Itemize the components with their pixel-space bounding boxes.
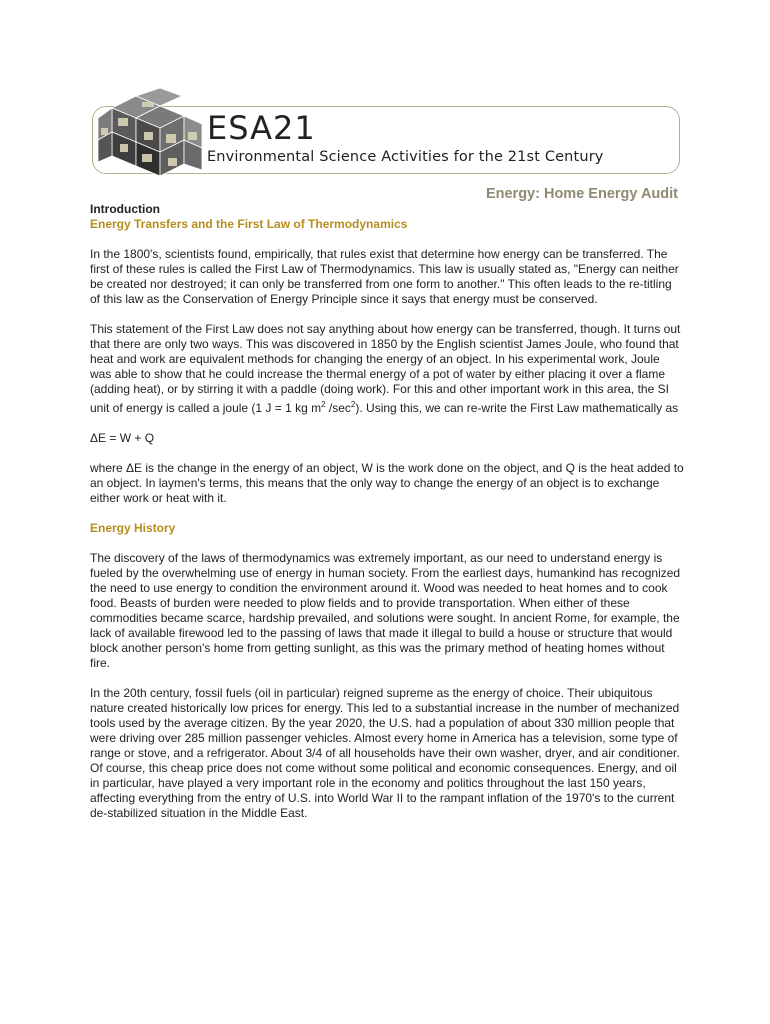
p2-superscript-1: 2 xyxy=(321,400,326,409)
energy-history-heading: Energy History xyxy=(90,521,176,535)
p2-mid: /sec xyxy=(325,401,351,415)
p2-end: ). Using this, we can re-write the First Law mathematically as xyxy=(355,401,679,415)
section-subtitle: Energy Transfers and the First Law of Thermodynamics xyxy=(90,217,408,231)
document-title: Energy: Home Energy Audit xyxy=(485,186,678,202)
history-paragraph-2: In the 20th century, fossil fuels (oil in particular) reigned supreme as the energy of choice. Their ubiquitous nature created historically low prices for energy. This led to a substantial increase in the number of mechanized tools used by the average citizen. By the year 2020, the U.S. had a population of about 330 million people that were driving over 285 million passenger vehicles. Almost every home in America has a television, some type of range or stove, and a refrigerator. About 3/4 of all households have their own washer, dryer, and air conditioner. Of course, this cheap price does not come without some political and economic consequences. Energy, and oil in particular, have played a very important role in the economy and politics throughout the last 150 years, affecting everything from the entry of U.S. into World War II to the rampant inflation of the 1970's to the current de-stabilized situation in the Middle East. xyxy=(90,686,680,820)
brand-subtitle: Environmental Science Activities for the 21st Century xyxy=(207,149,604,165)
p2-superscript-2: 2 xyxy=(350,400,356,409)
p2-start: This statement of the First Law does not say anything about how energy can be transferred, though. It turns out that there are only two ways. This was discovered in 1850 by the English scientist James Joule, who found that heat and work are equivalent methods for changing the energy of an object. In his experimental work, Joule was able to show that he could increase the thermal energy of a pot of water by either placing it over a flame (adding heat), or by stirring it with a paddle (doing work). For this and other important work in this area, the SI unit of energy is called a joule (1 J = 1 kg m xyxy=(90,322,681,415)
intro-paragraph-2 xyxy=(90,322,684,416)
cube-logo-icon xyxy=(92,88,210,188)
introduction-label: Introduction xyxy=(90,202,160,216)
brand-title: ESA21 xyxy=(207,109,316,147)
first-law-equation: ΔE = W + Q xyxy=(90,431,155,445)
document-body xyxy=(90,202,684,821)
intro-paragraph-1: In the 1800's, scientists found, empirically, that rules exist that determine how energy can be transferred. The first of these rules is called the First Law of Thermodynamics. This law is usually stated as, "Energy can neither be created nor destroyed; it can only be transferred from one form to another." This often leads to the re-titling of this law as the Conservation of Energy Principle since it says that energy must be conserved. xyxy=(90,247,679,306)
history-paragraph-1: The discovery of the laws of thermodynamics was extremely important, as our need to understand energy is fueled by the overwhelming use of energy in human society. From the earliest days, humankind has recognized the need to use energy to condition the environment around it. Wood was needed to heat homes and to cook food. Beasts of burden were needed to plow fields and to provide transportation. When either of these commodities became scarce, hardship prevailed, and solutions were sought. In ancient Rome, for example, the lack of available firewood led to the passing of laws that made it illegal to build a house or structure that would block another person's home from getting sunlight, as this was the primary method of heating homes without fire. xyxy=(90,551,681,670)
esa21-banner xyxy=(90,88,682,188)
intro-paragraph-3: where ΔE is the change in the energy of an object, W is the work done on the object, and Q is the heat added to an object. In laymen's terms, this means that the only way to change the energy of an object is to exchange either work or heat with it. xyxy=(90,461,684,505)
